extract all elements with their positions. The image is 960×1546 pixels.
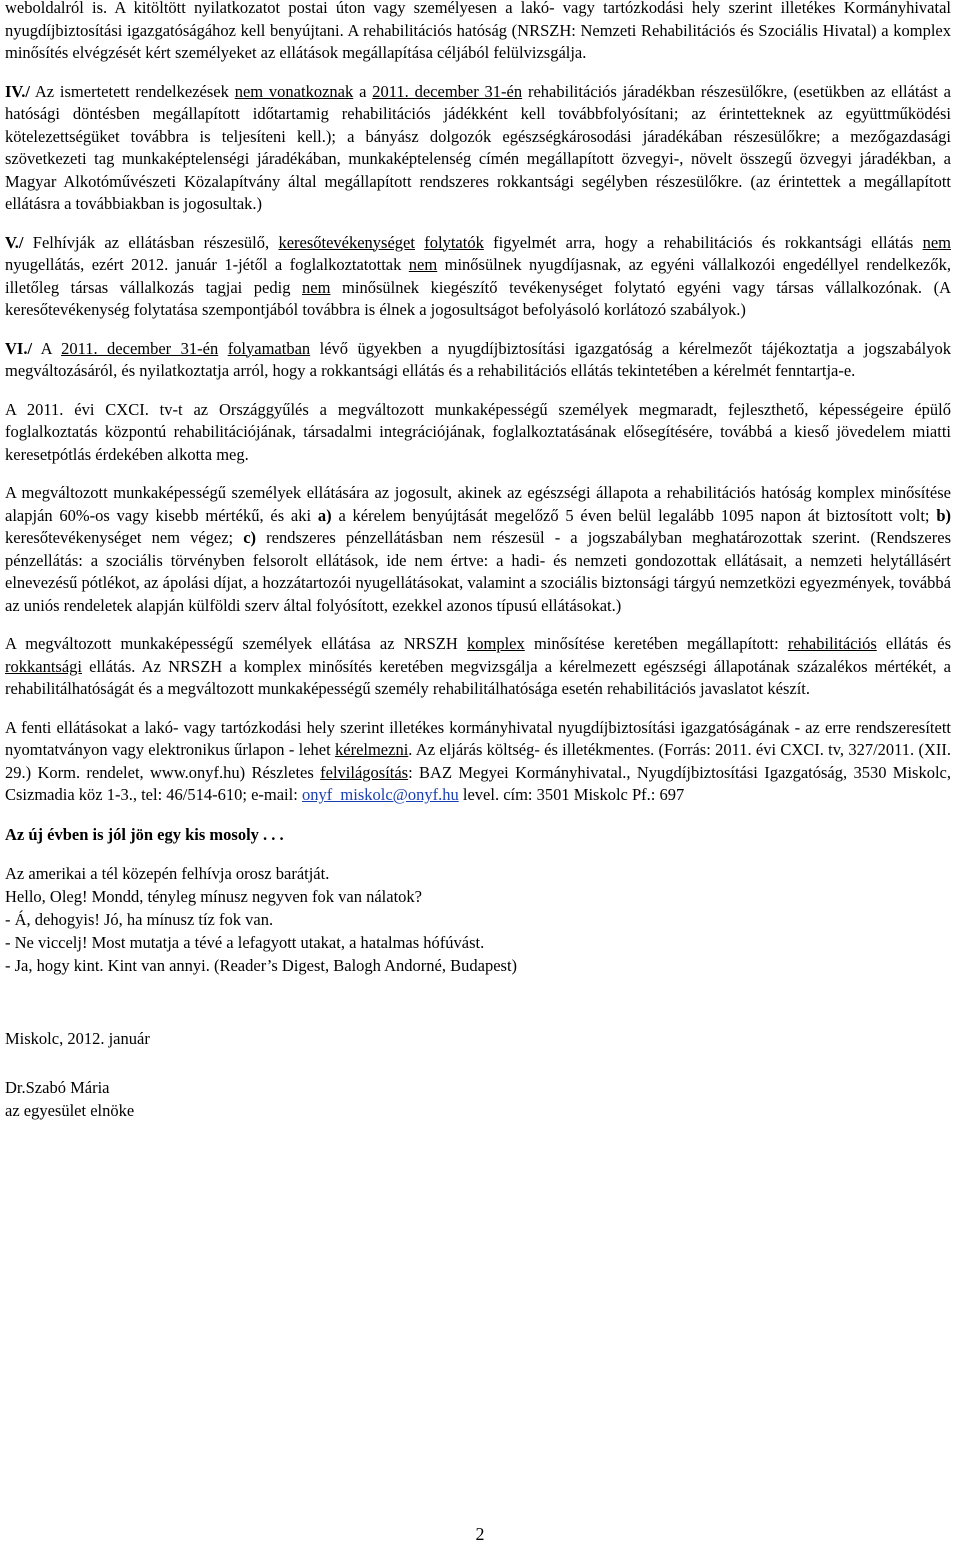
joke-heading: Az új évben is jól jön egy kis mosoly . . . xyxy=(5,824,284,844)
section-vi-number: VI./ xyxy=(5,338,33,358)
section-v-number: V./ xyxy=(5,232,24,252)
intro-paragraph: weboldalról is. A kitöltött nyilatkozatot postai úton vagy személyesen a lakó- vagy tartózkodási hely szerint illetékes Kormányhivatal nyugdíjbiztosítási igazgatóságához kell benyújtani. A rehabilitációs hatóság (NRSZH: Nemzeti Rehabilitációs és Szociális Hivatal) a komplex minősítés elvégzését kért személyeket az ellátások megállapítása céljából felülvizsgálja. xyxy=(5,0,951,62)
place-date: Miskolc, 2012. január xyxy=(5,1028,150,1048)
section-iv-number: IV./ xyxy=(5,81,30,101)
signatory-name: Dr.Szabó Mária xyxy=(5,1077,110,1097)
section-iv-paragraph: IV./ Az ismertetett rendelkezések nem vonatkoznak a 2011. december 31-én rehabilitációs járadékban részesülőkre, (esetükben az ellátást a hatósági döntésben megállapított időtartamig rehabilitációs jádékként kell továbbfolyósítani; az érintetteknek az együttműködési kötelezettségüket továbbra is teljesíteni kell.); a bányász dolgozók egészségkárosodási járadékában részesülőkre; a mezőgazdasági szövetkezeti tag munkaképtelenségi járadékában, munkaképtelenség címén megállapított özvegyi-, növelt összegű özvegyi járadékban, a Magyar Alkotóművészeti Közalapítvány által megállapított rendszeres rokkantsági segélyben részesülőkre. (az érintettek a megállapított ellátásra a továbbiakban is jogosultak.) xyxy=(5,81,951,213)
signatory-role: az egyesület elnöke xyxy=(5,1100,135,1120)
application-info-paragraph: A fenti ellátásokat a lakó- vagy tartózkodási hely szerint illetékes kormányhivatal nyugdíjbiztosítási igazgatóságának - az erre rendszeresített nyomtatványon vagy elektronikus űrlapon - lehet kérelmezni. Az eljárás költség- és illetékmentes. (Forrás: 2011. évi CXCI. tv, 327/2011. (XII. 29.) Korm. rendelet, www.onyf.hu) Részletes felvilágosítás: BAZ Megyei Kormányhivatal., Nyugdíjbiztosítási Igazgatóság, 3530 Miskolc, Csizmadia köz 1-3., tel: 46/514-610; e-mail: onyf_miskolc@onyf.hu level. cím: 3501 Miskolc Pf.: 697 xyxy=(5,717,951,804)
joke-line: Hello, Oleg! Mondd, tényleg mínusz negyven fok van nálatok? xyxy=(5,886,422,906)
document-page xyxy=(5,0,951,1122)
section-vi-paragraph: VI./ A 2011. december 31-én folyamatban lévő ügyekben a nyugdíjbiztosítási igazgatóság a kérelmezőt tájékoztatja a jogszabályok megváltozásáról, és nyilatkoztatja arról, hogy a rokkantsági ellátás és a rehabilitációs ellátás tekintetében a kérelmét fenntartja-e. xyxy=(5,338,951,380)
complex-assessment-paragraph: A megváltozott munkaképességű személyek ellátása az NRSZH komplex minősítése keretében megállapított: rehabilitációs ellátás és rokkantsági ellátás. Az NRSZH a komplex minősítés keretében megvizsgálja a kérelmezett egészségi állapotának százalékos mértékét, a rehabilitálhatóságát és a megváltozott munkaképességű személy rehabilitálhatósága esetén rehabilitációs javaslatot készít. xyxy=(5,634,952,698)
joke-line: - Ne viccelj! Most mutatja a tévé a lefagyott utakat, a hatalmas hófúvást. xyxy=(5,932,485,952)
joke-line: - Ja, hogy kint. Kint van annyi. (Reader’s Digest, Balogh Andorné, Budapest) xyxy=(5,955,518,975)
section-v-paragraph: V./ Felhívják az ellátásban részesülő, keresőtevékenységet folytatók figyelmét arra, hogy a rehabilitációs és rokkantsági ellátás nem nyugellátás, ezért 2012. január 1-jétől a foglalkoztatottak nem minősülnek nyugdíjasnak, az egyéni vállalkozói engedéllyel rendelkezők, illetőleg társas vállalkozás tagjai pedig nem minősülnek kiegészítő tevékenységet folytató egyéni vagy társas vállalkozónak. (A keresőtevékenység folytatása szempontjából továbbra is élnek a jogosultságot befolyásoló korlátozó szabályok.) xyxy=(5,232,951,319)
eligibility-paragraph: A megváltozott munkaképességű személyek ellátására az jogosult, akinek az egészségi állapota a rehabilitációs hatóság komplex minősítése alapján 60%-os vagy kisebb mértékű, és aki a) a kérelem benyújtását megelőző 5 éven belül legalább 1095 napon át biztosított volt; b) keresőtevékenységet nem végez; c) rendszeres pénzellátásban nem részesül - a jogszabályban meghatározottak szerint. (Rendszeres pénzellátás: a szociális törvényben felsorolt ellátások, ide nem értve: a hadi- és nemzeti gondozottak ellátásait, a nemzeti helytállásért elnevezésű pótlékot, az ápolási díjat, a hozzátartozói nyugellátásokat, valamint a szociális biztonsági tárgyú nemzetközi egyezmények, továbbá az uniós rendeletek alapján külföldi szerv által folyósított, ezekkel azonos típusú ellátásokat.) xyxy=(5,483,951,615)
joke-text xyxy=(5,862,951,977)
page-number: 2 xyxy=(475,1524,485,1544)
joke-line: - Á, dehogyis! Jó, ha mínusz tíz fok van. xyxy=(5,909,274,929)
email-link[interactable]: onyf_miskolc@onyf.hu xyxy=(301,785,459,804)
law-intro-paragraph: A 2011. évi CXCI. tv-t az Országgyűlés a megváltozott munkaképességű személyek megmaradt, fejleszthető, képességeire épülő foglalkoztatás központú rehabilitációjának, társadalmi integrációjának, foglalkoztatásának elősegítésére, továbbá a kieső jövedelem miatti keresetpótlás érdekében alkotta meg. xyxy=(5,399,951,464)
joke-line: Az amerikai a tél közepén felhívja orosz barátját. xyxy=(5,863,330,883)
